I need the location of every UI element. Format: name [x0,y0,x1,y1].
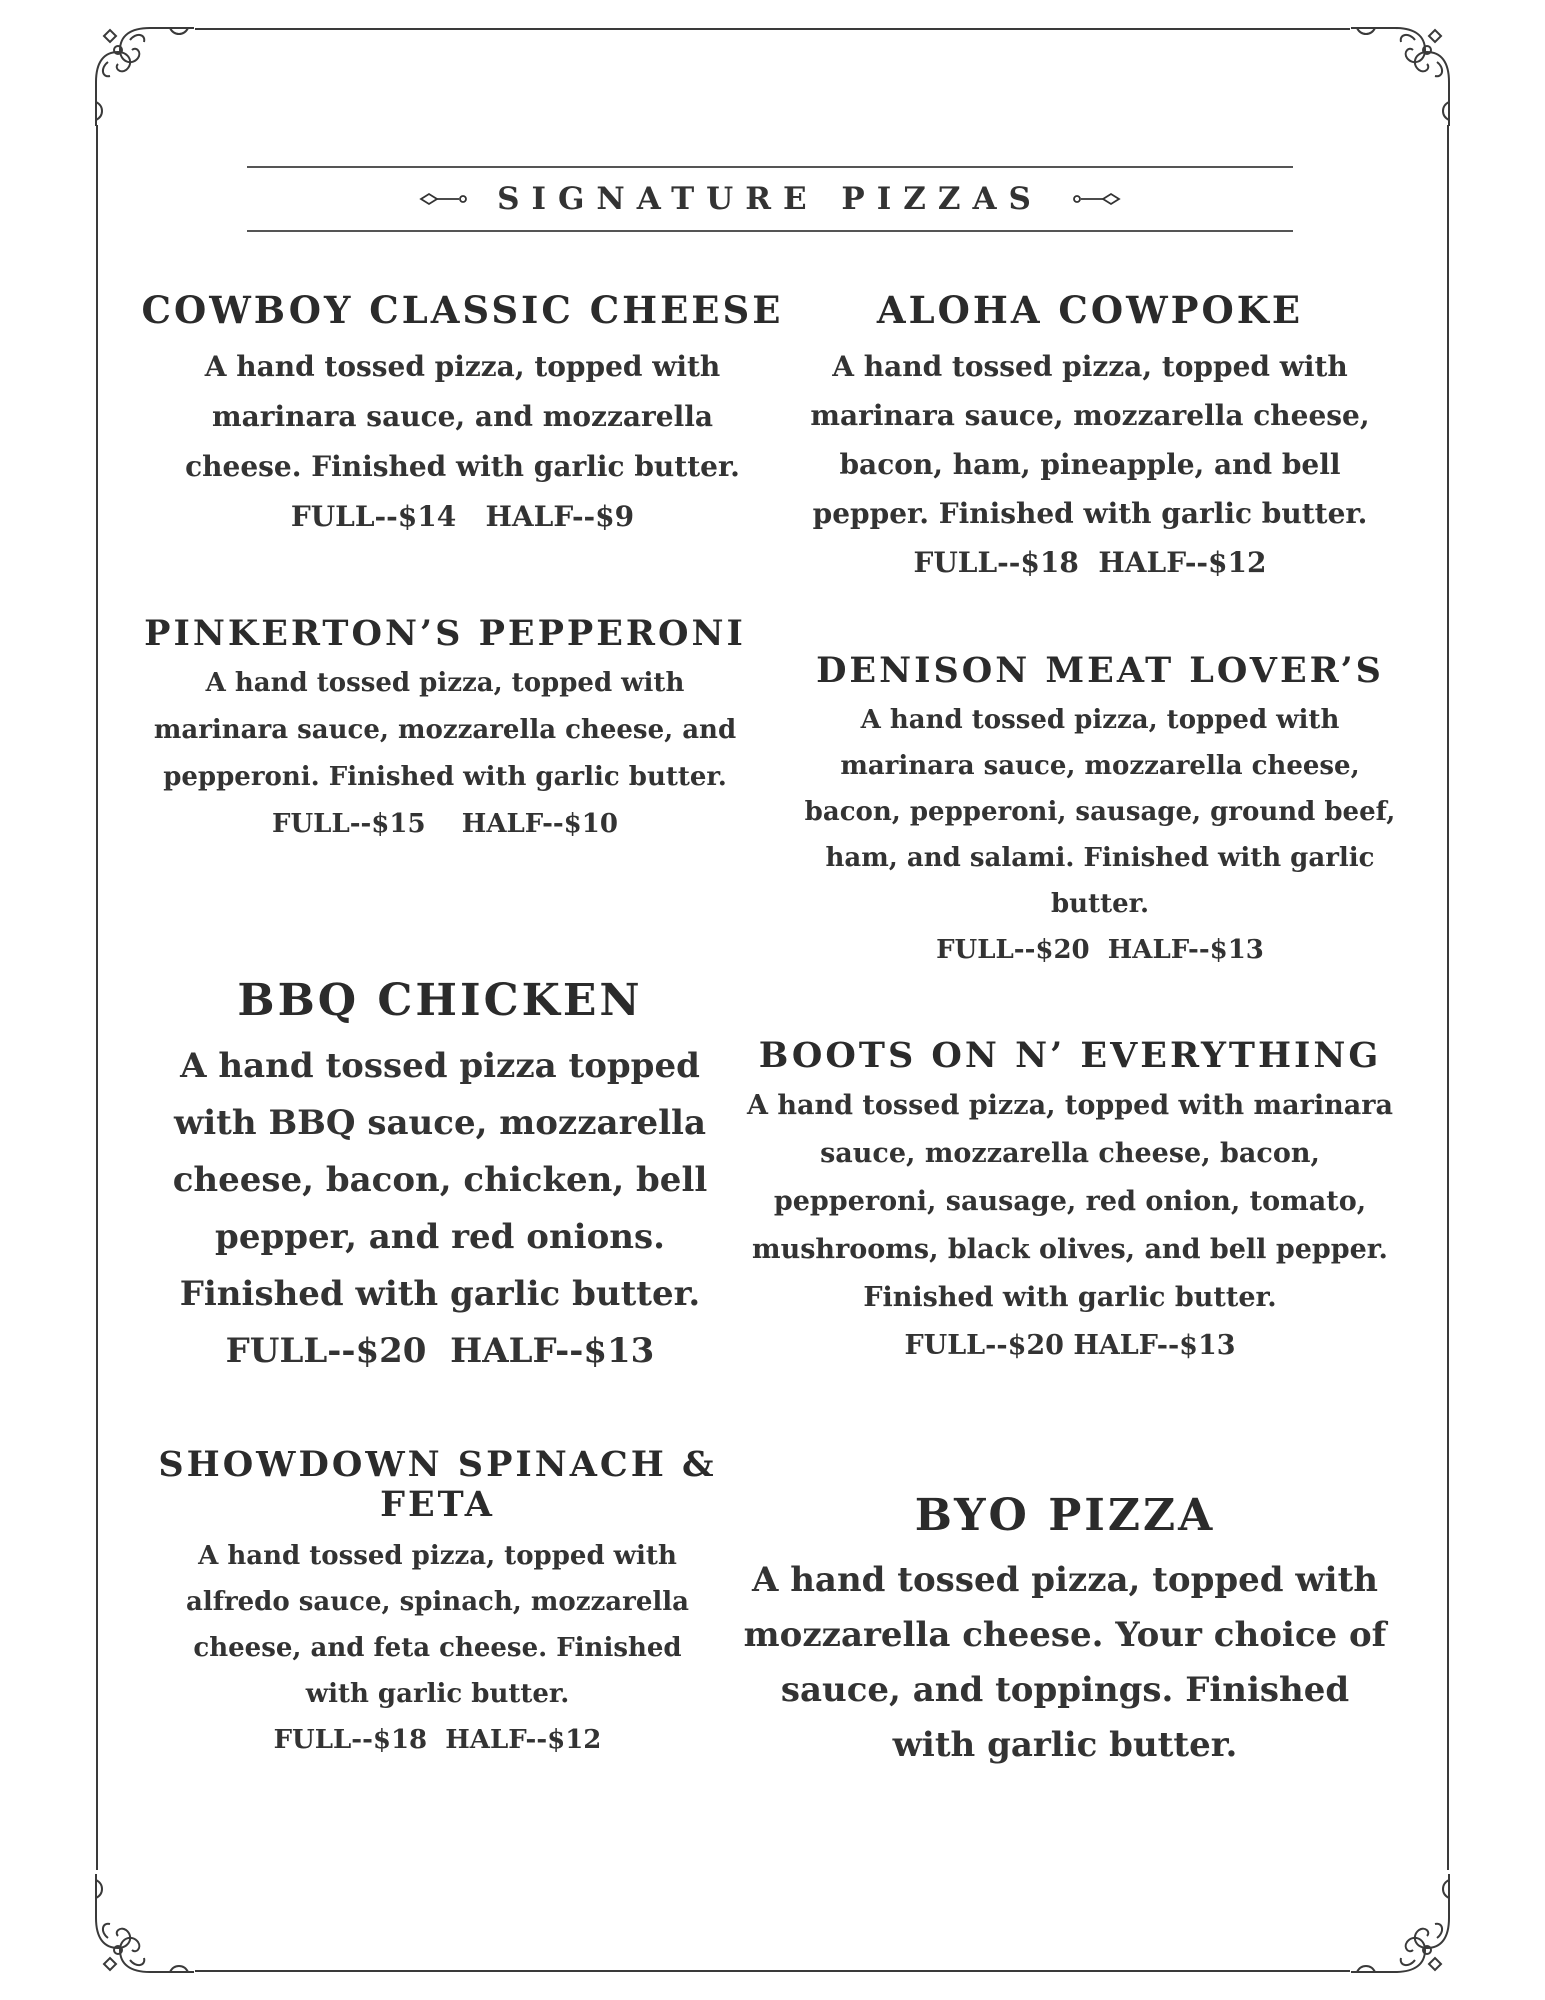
item-name: BOOTS ON N’ EVERYTHING [758,1035,1382,1076]
item-price: FULL--$18 HALF--$12 [913,546,1267,579]
menu-item [150,1445,725,1763]
item-description: A hand tossed pizza, topped with marinara sauce, mozzarella cheese, bacon, pepperoni, sausage, red onion, tomato, mushrooms, black olives, and bell pepper. Finished with garlic butter. [747,1090,1393,1313]
frame-bottom-line [195,1970,1350,1972]
item-price: FULL--$14 HALF--$9 [290,500,635,533]
frame-left-line [96,125,98,1870]
frame-top-line [195,28,1350,30]
menu-item [725,1490,1405,1773]
item-name: BYO PIZZA [914,1490,1216,1541]
item-description: A hand tossed pizza, topped with marinara sauce, mozzarella cheese, bacon, ham, pineapple, and bell pepper. Finished with garlic butter. [810,350,1370,530]
menu-item [780,288,1400,587]
section-header [247,170,1293,228]
ornament-right-icon [1073,191,1121,207]
item-price: FULL--$20 HALF--$13 [904,1330,1236,1361]
item-description: A hand tossed pizza, topped with marinara sauce, mozzarella cheese, and pepperoni. Finished with garlic butter. [153,668,737,792]
menu-item [130,288,795,542]
menu-item [125,613,765,848]
header-top-rule [247,166,1293,168]
item-description: A hand tossed pizza topped with BBQ sauce, mozzarella cheese, bacon, chicken, bell pepper, and red onions. Finished with garlic butter. [172,1046,708,1314]
item-description: A hand tossed pizza, topped with marinara sauce, mozzarella cheese, bacon, pepperoni, sausage, ground beef, ham, and salami. Finished with garlic butter. [804,705,1396,919]
item-name: BBQ CHICKEN [237,975,643,1026]
item-name: COWBOY CLASSIC CHEESE [141,288,784,332]
item-name: DENISON MEAT LOVER’S [816,650,1384,691]
item-name: ALOHA COWPOKE [876,288,1304,332]
menu-item [150,975,730,1380]
frame-right-line [1447,125,1449,1870]
corner-flourish-icon [1345,1868,1455,1978]
item-name: SHOWDOWN SPINACH & FETA [158,1444,717,1525]
item-price: FULL--$20 HALF--$13 [225,1331,655,1371]
item-price: FULL--$15 HALF--$10 [272,809,618,839]
corner-flourish-icon [90,1868,200,1978]
item-description: A hand tossed pizza, topped with mozzarella cheese. Your choice of sauce, and toppings. Finished with garlic butter. [743,1560,1387,1765]
item-price: FULL--$18 HALF--$12 [273,1725,602,1755]
item-price: FULL--$20 HALF--$13 [936,935,1264,965]
section-title: SIGNATURE PIZZAS [497,181,1043,217]
header-bottom-rule [247,230,1293,232]
menu-item [740,1035,1400,1370]
menu-item [800,650,1400,973]
corner-flourish-icon [90,22,200,132]
corner-flourish-icon [1345,22,1455,132]
item-description: A hand tossed pizza, topped with marinara sauce, and mozzarella cheese. Finished with garlic butter. [185,350,740,483]
item-description: A hand tossed pizza, topped with alfredo sauce, spinach, mozzarella cheese, and feta cheese. Finished with garlic butter. [186,1541,689,1709]
item-name: PINKERTON’S PEPPERONI [144,613,746,654]
ornament-left-icon [419,191,467,207]
